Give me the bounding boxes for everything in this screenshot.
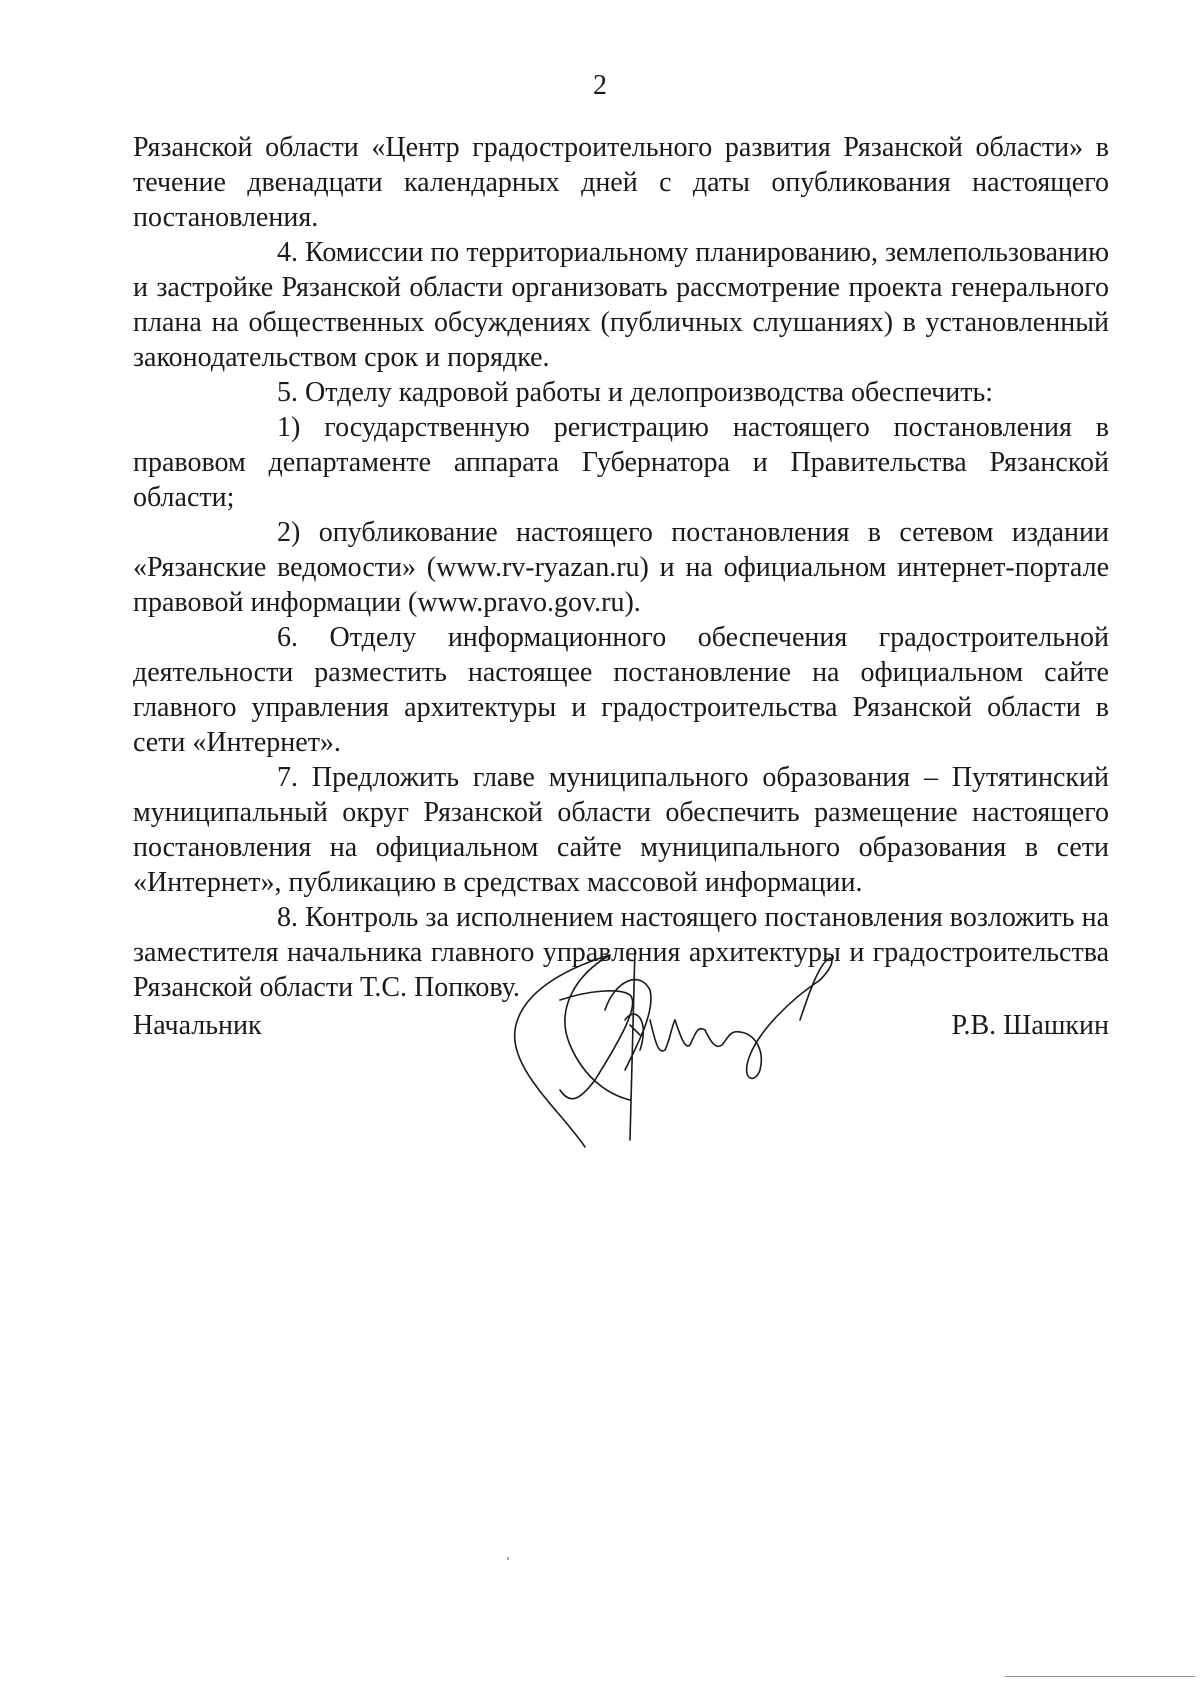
paragraph-continuation [133, 130, 1109, 235]
paragraph-number: 6. [277, 622, 298, 653]
paragraph-5 [133, 375, 1109, 410]
paragraph-number: 5. [277, 377, 298, 408]
paragraph-text: опубликование настоящего постановления в сетевом издании «Рязанские ведомости» (www.rv-ryazan.ru) и на официальном интернет-портале правовой информации (www.pravo.gov.ru). [133, 517, 1110, 618]
paragraph-text: Отделу кадровой работы и делопроизводства обеспечить: [305, 377, 994, 408]
signer-name: Р.В. Шашкин [951, 1010, 1109, 1041]
signature-block [133, 1010, 1109, 1050]
paragraph-number: 4. [277, 237, 298, 268]
footer-line [1005, 1676, 1195, 1677]
body-text [133, 130, 1109, 1005]
paragraph-text: Рязанской области «Центр градостроительного развития Рязанской области» в течение двенадцати календарных дней с даты опубликования настоящего постановления. [133, 132, 1109, 233]
paragraph-text: Комиссии по территориальному планированию, землепользованию и застройке Рязанской области организовать рассмотрение проекта генерального плана на общественных обсуждениях (публичных слушаниях) в установленный законодательством срок и порядке. [133, 237, 1109, 373]
signer-title: Начальник [133, 1010, 262, 1041]
paragraph-number: 7. [277, 762, 298, 793]
paragraph-4 [133, 235, 1109, 375]
paragraph-5-2 [133, 515, 1109, 620]
paragraph-5-1 [133, 410, 1109, 515]
page-number: 2 [593, 70, 607, 101]
paragraph-text: Контроль за исполнением настоящего постановления возложить на заместителя начальника главного управления архитектуры и градостроительства Рязанской области Т.С. Попкову. [133, 902, 1110, 1003]
paragraph-text: государственную регистрацию настоящего постановления в правовом департаменте аппарата Губернатора и Правительства Рязанской области; [133, 412, 1110, 513]
paragraph-text: Предложить главе муниципального образования – Путятинский муниципальный округ Рязанской области обеспечить размещение настоящего постановления на официальном сайте муниципального образования в сети «Интернет», публикацию в средствах массовой информации. [133, 762, 1110, 898]
paragraph-text: Отделу информационного обеспечения градостроительной деятельности разместить настоящее постановление на официальном сайте главного управления архитектуры и градостроительства Рязанской области в сети «Интернет». [133, 622, 1109, 758]
scan-speck [507, 1557, 509, 1560]
paragraph-number: 1) [277, 412, 301, 443]
handwritten-signature [500, 950, 840, 1150]
paragraph-number: 8. [277, 902, 298, 933]
paragraph-7 [133, 760, 1109, 900]
paragraph-6 [133, 620, 1109, 760]
paragraph-number: 2) [277, 517, 301, 548]
